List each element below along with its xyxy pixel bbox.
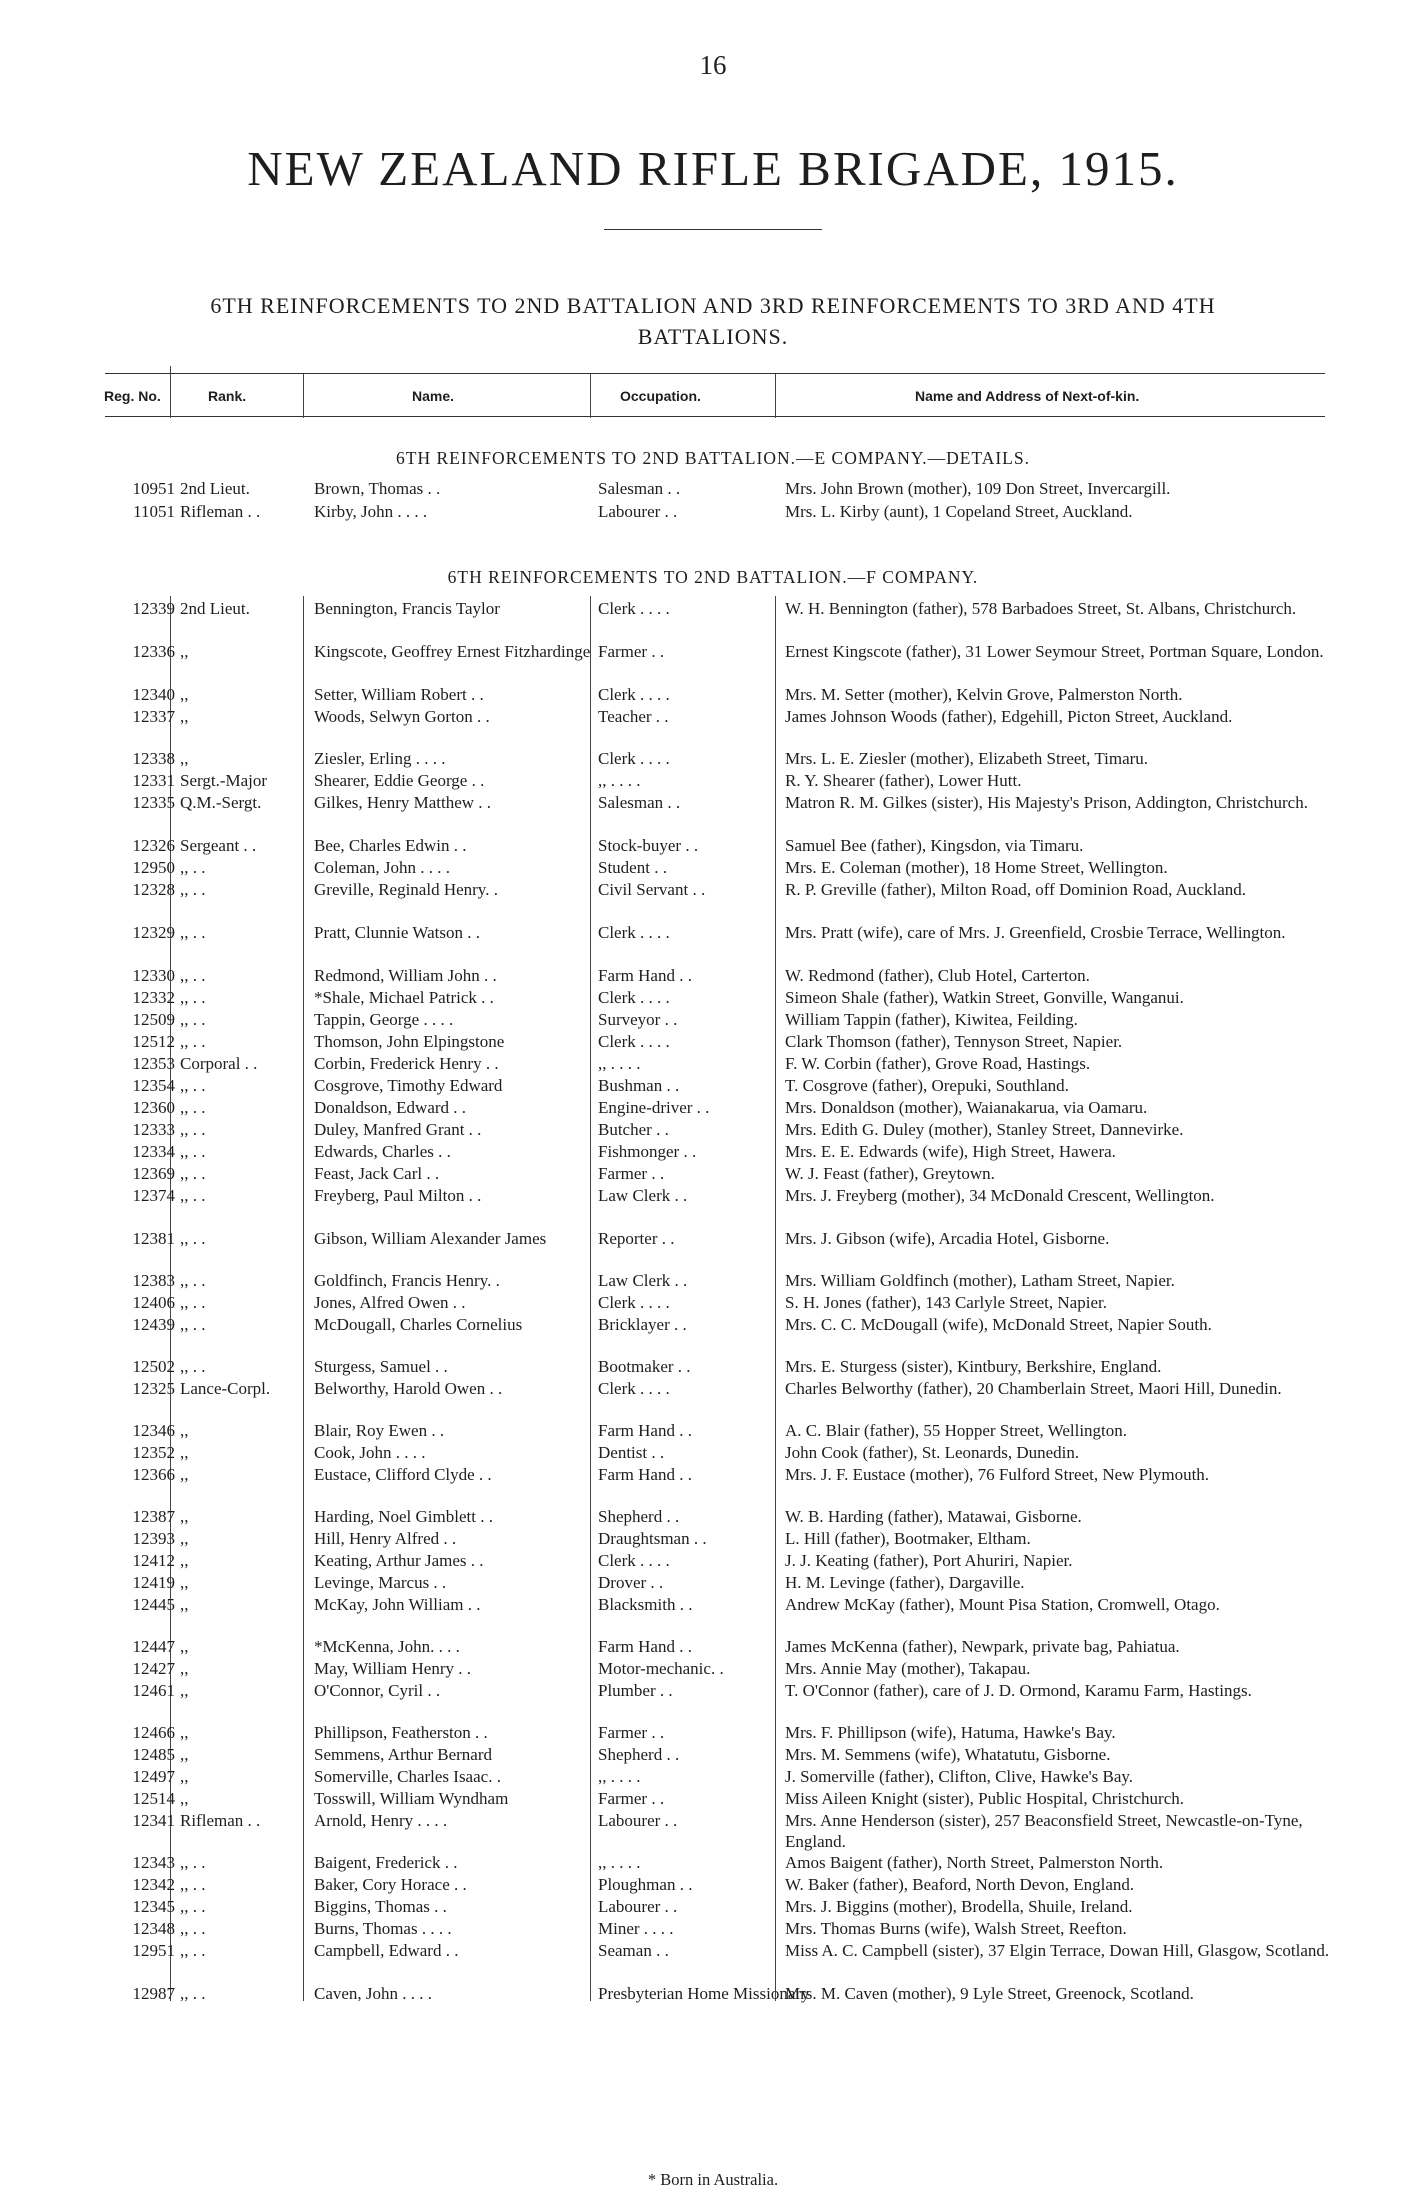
cell-kin: W. B. Harding (father), Matawai, Gisborne. [785,1507,1082,1526]
cell-occ: Salesman . . [598,793,681,812]
cell-reg: 12346 [132,1421,175,1440]
footnote: * Born in Australia. [647,2170,779,2189]
cell-reg: 12328 [132,880,175,899]
cell-kin: Clark Thomson (father), Tennyson Street, Napier. [785,1032,1123,1051]
cell-occ: Law Clerk . . [598,1186,688,1205]
header-divider-1 [170,366,171,418]
cell-rank: ,, [180,1507,189,1526]
cell-reg: 12419 [132,1573,175,1592]
cell-kin: Mrs. Annie May (mother), Takapau. [785,1659,1031,1678]
cell-name: Belworthy, Harold Owen . . [314,1379,503,1398]
cell-kin: A. C. Blair (father), 55 Hopper Street, Wellington. [785,1421,1128,1440]
cell-name: Hill, Henry Alfred . . [314,1529,457,1548]
column-header-name: Name. [412,388,455,404]
cell-reg: 12412 [132,1551,175,1570]
cell-name: Coleman, John . . . . [314,858,450,877]
cell-occ: ,, . . . . [598,1853,641,1872]
cell-rank: ,, . . [180,880,206,899]
subtitle-line-1: 6TH REINFORCEMENTS TO 2ND BATTALION AND 3RD REINFORCEMENTS TO 3RD AND 4TH [210,293,1216,318]
cell-name: Baker, Cory Horace . . [314,1875,467,1894]
cell-occ: ,, . . . . [598,1767,641,1786]
cell-reg: 12332 [132,988,175,1007]
cell-kin: Mrs. Edith G. Duley (mother), Stanley Street, Dannevirke. [785,1120,1184,1139]
cell-kin: Andrew McKay (father), Mount Pisa Station, Cromwell, Otago. [785,1595,1220,1614]
cell-reg: 12439 [132,1315,175,1334]
cell-rank: ,, . . [180,1315,206,1334]
cell-reg: 12338 [132,749,175,768]
cell-rank: ,, [180,1767,189,1786]
cell-reg: 12335 [132,793,175,812]
cell-kin: Matron R. M. Gilkes (sister), His Majesty's Prison, Addington, Christchurch. [785,793,1308,812]
cell-occ: Farmer . . [598,1723,665,1742]
table-divider-2 [303,596,304,2001]
cell-occ: Bushman . . [598,1076,680,1095]
cell-kin: Mrs. Thomas Burns (wife), Walsh Street, Reefton. [785,1919,1127,1938]
cell-rank: ,, [180,1745,189,1764]
cell-name: McKay, John William . . [314,1595,481,1614]
header-rule-bottom [105,416,1325,417]
cell-occ: Seaman . . [598,1941,669,1960]
cell-occ: Labourer . . [598,502,678,521]
cell-occ: Salesman . . [598,479,681,498]
cell-rank: Rifleman . . [180,502,261,521]
cell-kin: John Cook (father), St. Leonards, Dunedin. [785,1443,1080,1462]
cell-reg: 12345 [132,1897,175,1916]
cell-rank: ,, . . [180,1098,206,1117]
cell-rank: ,, [180,749,189,768]
cell-name: Greville, Reginald Henry. . [314,880,498,899]
cell-rank: ,, . . [180,858,206,877]
cell-kin: Mrs. J. F. Eustace (mother), 76 Fulford Street, New Plymouth. [785,1465,1210,1484]
title-divider [604,229,822,230]
cell-rank: ,, [180,1659,189,1678]
cell-occ: Farmer . . [598,1164,665,1183]
cell-occ: Farmer . . [598,642,665,661]
cell-name: Baigent, Frederick . . [314,1853,458,1872]
cell-rank: ,, . . [180,1853,206,1872]
cell-name: Caven, John . . . . [314,1984,433,2003]
cell-rank: ,, [180,1573,189,1592]
cell-occ: Law Clerk . . [598,1271,688,1290]
cell-name: Shearer, Eddie George . . [314,771,485,790]
cell-name: *McKenna, John. . . . [314,1637,460,1656]
cell-reg: 12337 [132,707,175,726]
cell-rank: 2nd Lieut. [180,479,250,498]
page-number: 16 [699,50,727,80]
cell-rank: Lance-Corpl. [180,1379,271,1398]
cell-occ: Dentist . . [598,1443,665,1462]
cell-rank: ,, . . [180,1229,206,1248]
cell-kin: William Tappin (father), Kiwitea, Feilding. [785,1010,1078,1029]
page-subtitle [180,290,1246,352]
cell-occ: Student . . [598,858,667,877]
cell-occ: Clerk . . . . [598,749,670,768]
cell-kin: Mrs. L. E. Ziesler (mother), Elizabeth Street, Timaru. [785,749,1149,768]
column-header-kin: Name and Address of Next-of-kin. [915,388,1140,404]
column-header-rank: Rank. [208,388,247,404]
cell-kin: Mrs. Anne Henderson (sister), 257 Beaconsfield Street, Newcastle-on-Tyne, England. [785,1811,1303,1851]
cell-name: Pratt, Clunnie Watson . . [314,923,480,942]
cell-reg: 12509 [132,1010,175,1029]
cell-kin: H. M. Levinge (father), Dargaville. [785,1573,1025,1592]
cell-rank: ,, [180,1681,189,1700]
cell-rank: Sergeant . . [180,836,257,855]
cell-kin: R. Y. Shearer (father), Lower Hutt. [785,771,1022,790]
cell-kin: Mrs. E. Coleman (mother), 18 Home Street, Wellington. [785,858,1168,877]
cell-rank: ,, [180,1529,189,1548]
cell-occ: Teacher . . [598,707,669,726]
cell-kin: Simeon Shale (father), Watkin Street, Gonville, Wanganui. [785,988,1184,1007]
section-heading: 6TH REINFORCEMENTS TO 2ND BATTALION.—F COMPANY. [447,567,979,587]
cell-name: Setter, William Robert . . [314,685,484,704]
cell-rank: ,, . . [180,1010,206,1029]
cell-reg: 12387 [132,1507,175,1526]
cell-name: Blair, Roy Ewen . . [314,1421,445,1440]
cell-reg: 12374 [132,1186,175,1205]
cell-name: Cosgrove, Timothy Edward [314,1076,503,1095]
cell-reg: 12329 [132,923,175,942]
cell-name: Duley, Manfred Grant . . [314,1120,482,1139]
cell-rank: ,, [180,1789,189,1808]
cell-reg: 12330 [132,966,175,985]
cell-name: Corbin, Frederick Henry . . [314,1054,499,1073]
cell-name: Arnold, Henry . . . . [314,1811,448,1830]
cell-occ: Shepherd . . [598,1745,680,1764]
cell-reg: 12354 [132,1076,175,1095]
cell-reg: 12331 [132,771,175,790]
cell-occ: Fishmonger . . [598,1142,697,1161]
cell-reg: 12342 [132,1875,175,1894]
cell-occ: Farm Hand . . [598,1637,692,1656]
cell-occ: ,, . . . . [598,1054,641,1073]
cell-kin: Mrs. Donaldson (mother), Waianakarua, via Oamaru. [785,1098,1148,1117]
cell-name: Thomson, John Elpingstone [314,1032,505,1051]
cell-reg: 12514 [132,1789,175,1808]
cell-occ: Drover . . [598,1573,664,1592]
cell-occ: Shepherd . . [598,1507,680,1526]
cell-reg: 11051 [133,502,175,521]
cell-kin: L. Hill (father), Bootmaker, Eltham. [785,1529,1031,1548]
header-rule-top [105,373,1325,374]
cell-name: Feast, Jack Carl . . [314,1164,440,1183]
cell-kin: R. P. Greville (father), Milton Road, off Dominion Road, Auckland. [785,880,1246,899]
cell-rank: ,, [180,642,189,661]
column-header-reg: Reg. No. [104,388,161,404]
cell-reg: 12383 [132,1271,175,1290]
cell-rank: Corporal . . [180,1054,258,1073]
cell-name: Ziesler, Erling . . . . [314,749,446,768]
cell-kin: Samuel Bee (father), Kingsdon, via Timaru. [785,836,1084,855]
column-header-occupation: Occupation. [620,388,701,404]
cell-occ: Miner . . . . [598,1919,674,1938]
cell-kin: W. H. Bennington (father), 578 Barbadoes Street, St. Albans, Christchurch. [785,599,1297,618]
cell-reg: 12447 [132,1637,175,1656]
header-divider-2 [303,374,304,418]
cell-reg: 12340 [132,685,175,704]
cell-name: McDougall, Charles Cornelius [314,1315,523,1334]
cell-reg: 10951 [132,479,175,498]
cell-reg: 12360 [132,1098,175,1117]
cell-rank: ,, [180,685,189,704]
cell-kin: Charles Belworthy (father), 20 Chamberlain Street, Maori Hill, Dunedin. [785,1379,1282,1398]
cell-rank: ,, . . [180,1271,206,1290]
cell-rank: ,, [180,1465,189,1484]
cell-kin: J. Somerville (father), Clifton, Clive, Hawke's Bay. [785,1767,1134,1786]
cell-name: *Shale, Michael Patrick . . [314,988,494,1007]
cell-reg: 12381 [132,1229,175,1248]
cell-name: Biggins, Thomas . . [314,1897,447,1916]
cell-occ: Draughtsman . . [598,1529,707,1548]
cell-rank: ,, . . [180,1186,206,1205]
cell-rank: ,, . . [180,1142,206,1161]
cell-reg: 12343 [132,1853,175,1872]
cell-occ: Bootmaker . . [598,1357,691,1376]
cell-rank: ,, . . [180,1164,206,1183]
cell-name: Jones, Alfred Owen . . [314,1293,466,1312]
cell-name: Somerville, Charles Isaac. . [314,1767,501,1786]
cell-occ: Clerk . . . . [598,1551,670,1570]
cell-rank: ,, [180,1421,189,1440]
cell-kin: Mrs. Pratt (wife), care of Mrs. J. Greenfield, Crosbie Terrace, Wellington. [785,923,1286,942]
cell-reg: 12341 [132,1811,175,1830]
cell-kin: Mrs. E. E. Edwards (wife), High Street, Hawera. [785,1142,1116,1161]
cell-kin: James McKenna (father), Newpark, private bag, Pahiatua. [785,1637,1180,1656]
cell-kin: T. Cosgrove (father), Orepuki, Southland. [785,1076,1069,1095]
cell-rank: ,, [180,1595,189,1614]
cell-kin: Ernest Kingscote (father), 31 Lower Seymour Street, Portman Square, London. [785,642,1324,661]
cell-rank: ,, . . [180,1897,206,1916]
cell-name: Cook, John . . . . [314,1443,426,1462]
cell-occ: Motor-mechanic. . [598,1659,724,1678]
cell-rank: ,, [180,1637,189,1656]
cell-rank: ,, . . [180,1293,206,1312]
cell-reg: 12512 [132,1032,175,1051]
cell-kin: Mrs. C. C. McDougall (wife), McDonald Street, Napier South. [785,1315,1212,1334]
cell-reg: 12406 [132,1293,175,1312]
cell-rank: ,, [180,707,189,726]
cell-occ: Engine-driver . . [598,1098,710,1117]
cell-occ: Ploughman . . [598,1875,693,1894]
cell-kin: W. Baker (father), Beaford, North Devon, England. [785,1875,1135,1894]
cell-reg: 12445 [132,1595,175,1614]
cell-kin: Mrs. E. Sturgess (sister), Kintbury, Berkshire, England. [785,1357,1162,1376]
cell-rank: ,, . . [180,966,206,985]
cell-kin: J. J. Keating (father), Port Ahuriri, Napier. [785,1551,1073,1570]
cell-kin: Mrs. J. Freyberg (mother), 34 McDonald Crescent, Wellington. [785,1186,1215,1205]
cell-rank: ,, . . [180,923,206,942]
cell-name: Freyberg, Paul Milton . . [314,1186,482,1205]
cell-reg: 12497 [132,1767,175,1786]
table-divider-3 [590,596,591,2001]
cell-name: Levinge, Marcus . . [314,1573,447,1592]
cell-occ: Clerk . . . . [598,988,670,1007]
cell-kin: James Johnson Woods (father), Edgehill, Picton Street, Auckland. [785,707,1233,726]
cell-occ: Clerk . . . . [598,1293,670,1312]
cell-reg: 12348 [132,1919,175,1938]
cell-name: Kirby, John . . . . [314,502,428,521]
cell-name: Kingscote, Geoffrey Ernest Fitzhardinge [314,642,591,661]
cell-rank: 2nd Lieut. [180,599,250,618]
cell-reg: 12950 [132,858,175,877]
cell-reg: 12951 [132,1941,175,1960]
cell-reg: 12352 [132,1443,175,1462]
cell-reg: 12334 [132,1142,175,1161]
cell-occ: Clerk . . . . [598,599,670,618]
cell-name: May, William Henry . . [314,1659,472,1678]
cell-name: Harding, Noel Gimblett . . [314,1507,493,1526]
cell-name: Campbell, Edward . . [314,1941,459,1960]
cell-rank: ,, . . [180,1984,206,2003]
cell-occ: Blacksmith . . [598,1595,693,1614]
cell-reg: 12333 [132,1120,175,1139]
cell-kin: T. O'Connor (father), care of J. D. Ormond, Karamu Farm, Hastings. [785,1681,1252,1700]
cell-name: Woods, Selwyn Gorton . . [314,707,490,726]
cell-name: Keating, Arthur James . . [314,1551,484,1570]
cell-occ: Farm Hand . . [598,1465,692,1484]
cell-rank: ,, . . [180,1076,206,1095]
cell-reg: 12987 [132,1984,175,2003]
cell-reg: 12325 [132,1379,175,1398]
cell-reg: 12485 [132,1745,175,1764]
cell-reg: 12336 [132,642,175,661]
cell-name: Gibson, William Alexander James [314,1229,547,1248]
cell-occ: Clerk . . . . [598,685,670,704]
cell-occ: Plumber . . [598,1681,673,1700]
cell-kin: Mrs. William Goldfinch (mother), Latham Street, Napier. [785,1271,1175,1290]
cell-kin: F. W. Corbin (father), Grove Road, Hastings. [785,1054,1091,1073]
cell-occ: Butcher . . [598,1120,669,1139]
cell-kin: W. J. Feast (father), Greytown. [785,1164,995,1183]
cell-occ: Clerk . . . . [598,1379,670,1398]
cell-reg: 12326 [132,836,175,855]
cell-occ: Farm Hand . . [598,966,692,985]
cell-rank: ,, [180,1723,189,1742]
table-divider-4 [775,596,776,2001]
cell-occ: Clerk . . . . [598,923,670,942]
cell-name: Semmens, Arthur Bernard [314,1745,492,1764]
cell-occ: Bricklayer . . [598,1315,687,1334]
cell-reg: 12339 [132,599,175,618]
cell-kin: Mrs. M. Caven (mother), 9 Lyle Street, Greenock, Scotland. [785,1984,1194,2003]
cell-kin: Miss Aileen Knight (sister), Public Hospital, Christchurch. [785,1789,1184,1808]
cell-kin: Amos Baigent (father), North Street, Palmerston North. [785,1853,1164,1872]
cell-name: Gilkes, Henry Matthew . . [314,793,492,812]
cell-reg: 12393 [132,1529,175,1548]
cell-occ: Labourer . . [598,1897,678,1916]
cell-kin: S. H. Jones (father), 143 Carlyle Street, Napier. [785,1293,1107,1312]
section-heading: 6TH REINFORCEMENTS TO 2ND BATTALION.—E COMPANY.—DETAILS. [396,448,1030,468]
cell-name: Bee, Charles Edwin . . [314,836,467,855]
cell-occ: Stock-buyer . . [598,836,699,855]
cell-reg: 12427 [132,1659,175,1678]
cell-kin: Miss A. C. Campbell (sister), 37 Elgin Terrace, Dowan Hill, Glasgow, Scotland. [785,1941,1330,1960]
cell-rank: ,, . . [180,1357,206,1376]
cell-rank: Rifleman . . [180,1811,261,1830]
cell-name: Brown, Thomas . . [314,479,441,498]
cell-reg: 12353 [132,1054,175,1073]
cell-rank: ,, . . [180,1032,206,1051]
cell-rank: Sergt.-Major [180,771,268,790]
cell-name: O'Connor, Cyril . . [314,1681,441,1700]
cell-name: Burns, Thomas . . . . [314,1919,452,1938]
cell-name: Goldfinch, Francis Henry. . [314,1271,500,1290]
cell-reg: 12369 [132,1164,175,1183]
cell-kin: Mrs. F. Phillipson (wife), Hatuma, Hawke's Bay. [785,1723,1116,1742]
cell-rank: ,, . . [180,988,206,1007]
cell-rank: Q.M.-Sergt. [180,793,262,812]
cell-occ: Labourer . . [598,1811,678,1830]
subtitle-line-2: BATTALIONS. [637,324,789,349]
cell-reg: 12366 [132,1465,175,1484]
cell-name: Donaldson, Edward . . [314,1098,467,1117]
cell-name: Tosswill, William Wyndham [314,1789,509,1808]
cell-occ: Surveyor . . [598,1010,678,1029]
cell-name: Bennington, Francis Taylor [314,599,500,618]
cell-reg: 12466 [132,1723,175,1742]
cell-name: Phillipson, Featherston . . [314,1723,488,1742]
header-divider-4 [775,374,776,418]
cell-rank: ,, . . [180,1919,206,1938]
cell-rank: ,, . . [180,1875,206,1894]
cell-reg: 12502 [132,1357,175,1376]
cell-occ: Farmer . . [598,1789,665,1808]
cell-kin: Mrs. J. Gibson (wife), Arcadia Hotel, Gisborne. [785,1229,1110,1248]
cell-kin: W. Redmond (father), Club Hotel, Carterton. [785,966,1090,985]
cell-kin: Mrs. John Brown (mother), 109 Don Street, Invercargill. [785,479,1171,498]
cell-name: Tappin, George . . . . [314,1010,454,1029]
cell-kin: Mrs. J. Biggins (mother), Brodella, Shuile, Ireland. [785,1897,1133,1916]
cell-rank: ,, . . [180,1941,206,1960]
cell-occ: Clerk . . . . [598,1032,670,1051]
cell-rank: ,, [180,1551,189,1570]
cell-name: Eustace, Clifford Clyde . . [314,1465,492,1484]
cell-rank: ,, [180,1443,189,1462]
cell-occ: Farm Hand . . [598,1421,692,1440]
cell-name: Redmond, William John . . [314,966,497,985]
cell-occ: Civil Servant . . [598,880,706,899]
header-divider-3 [590,374,591,418]
page-title: NEW ZEALAND RIFLE BRIGADE, 1915. [247,141,1179,196]
cell-occ: Reporter . . [598,1229,675,1248]
cell-name: Edwards, Charles . . [314,1142,451,1161]
cell-kin: Mrs. M. Setter (mother), Kelvin Grove, Palmerston North. [785,685,1183,704]
cell-occ: Presbyterian Home Missionary [598,1984,810,2003]
cell-kin: Mrs. M. Semmens (wife), Whatatutu, Gisborne. [785,1745,1111,1764]
cell-rank: ,, . . [180,1120,206,1139]
cell-name: Sturgess, Samuel . . [314,1357,448,1376]
cell-occ: ,, . . . . [598,771,641,790]
cell-kin: Mrs. L. Kirby (aunt), 1 Copeland Street, Auckland. [785,502,1133,521]
cell-reg: 12461 [132,1681,175,1700]
